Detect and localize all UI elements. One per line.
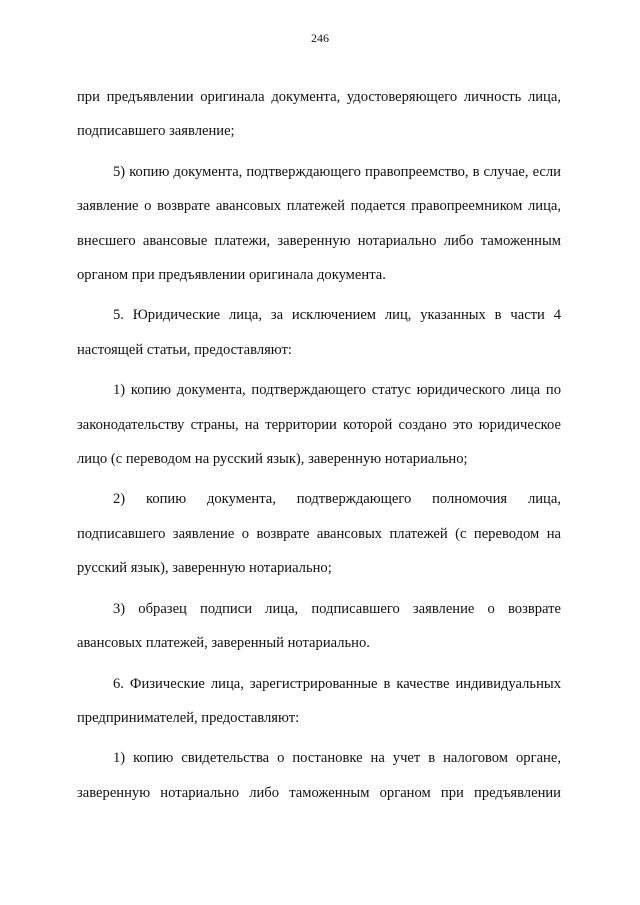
paragraph-continuation: при предъявлении оригинала документа, удостоверяющего личность лица, подписавшего заявление; — [77, 89, 561, 140]
paragraph-item-2: 2) копию документа, подтверждающего полномочия лица, подписавшего заявление о возврате авансовых платежей (с переводом на русский язык), заверенную нотариально; — [77, 491, 561, 577]
paragraph-item-1-section-6: 1) копию свидетельства о постановке на учет в налоговом органе, заверенную нотариально либо таможенным органом при предъявлении — [77, 750, 561, 801]
paragraph-item-5: 5) копию документа, подтверждающего правопреемство, в случае, если заявление о возврате авансовых платежей подается правопреемником лица, внесшего авансовые платежи, заверенную нотариально либо таможенным органом при предъявлении оригинала документа. — [77, 163, 561, 284]
paragraph-section-6: 6. Физические лица, зарегистрированные в качестве индивидуальных предпринимателей, предоставляют: — [77, 675, 561, 726]
document-body — [77, 80, 561, 816]
paragraph-item-1: 1) копию документа, подтверждающего статус юридического лица по законодательству страны, на территории которой создано это юридическое лицо (с переводом на русский язык), заверенную нотариально; — [77, 382, 561, 468]
paragraph-item-3: 3) образец подписи лица, подписавшего заявление о возврате авансовых платежей, заверенный нотариально. — [77, 600, 561, 652]
paragraph-section-5: 5. Юридические лица, за исключением лиц, указанных в части 4 настоящей статьи, предоставляют: — [77, 307, 561, 358]
page-number: 246 — [311, 31, 329, 45]
